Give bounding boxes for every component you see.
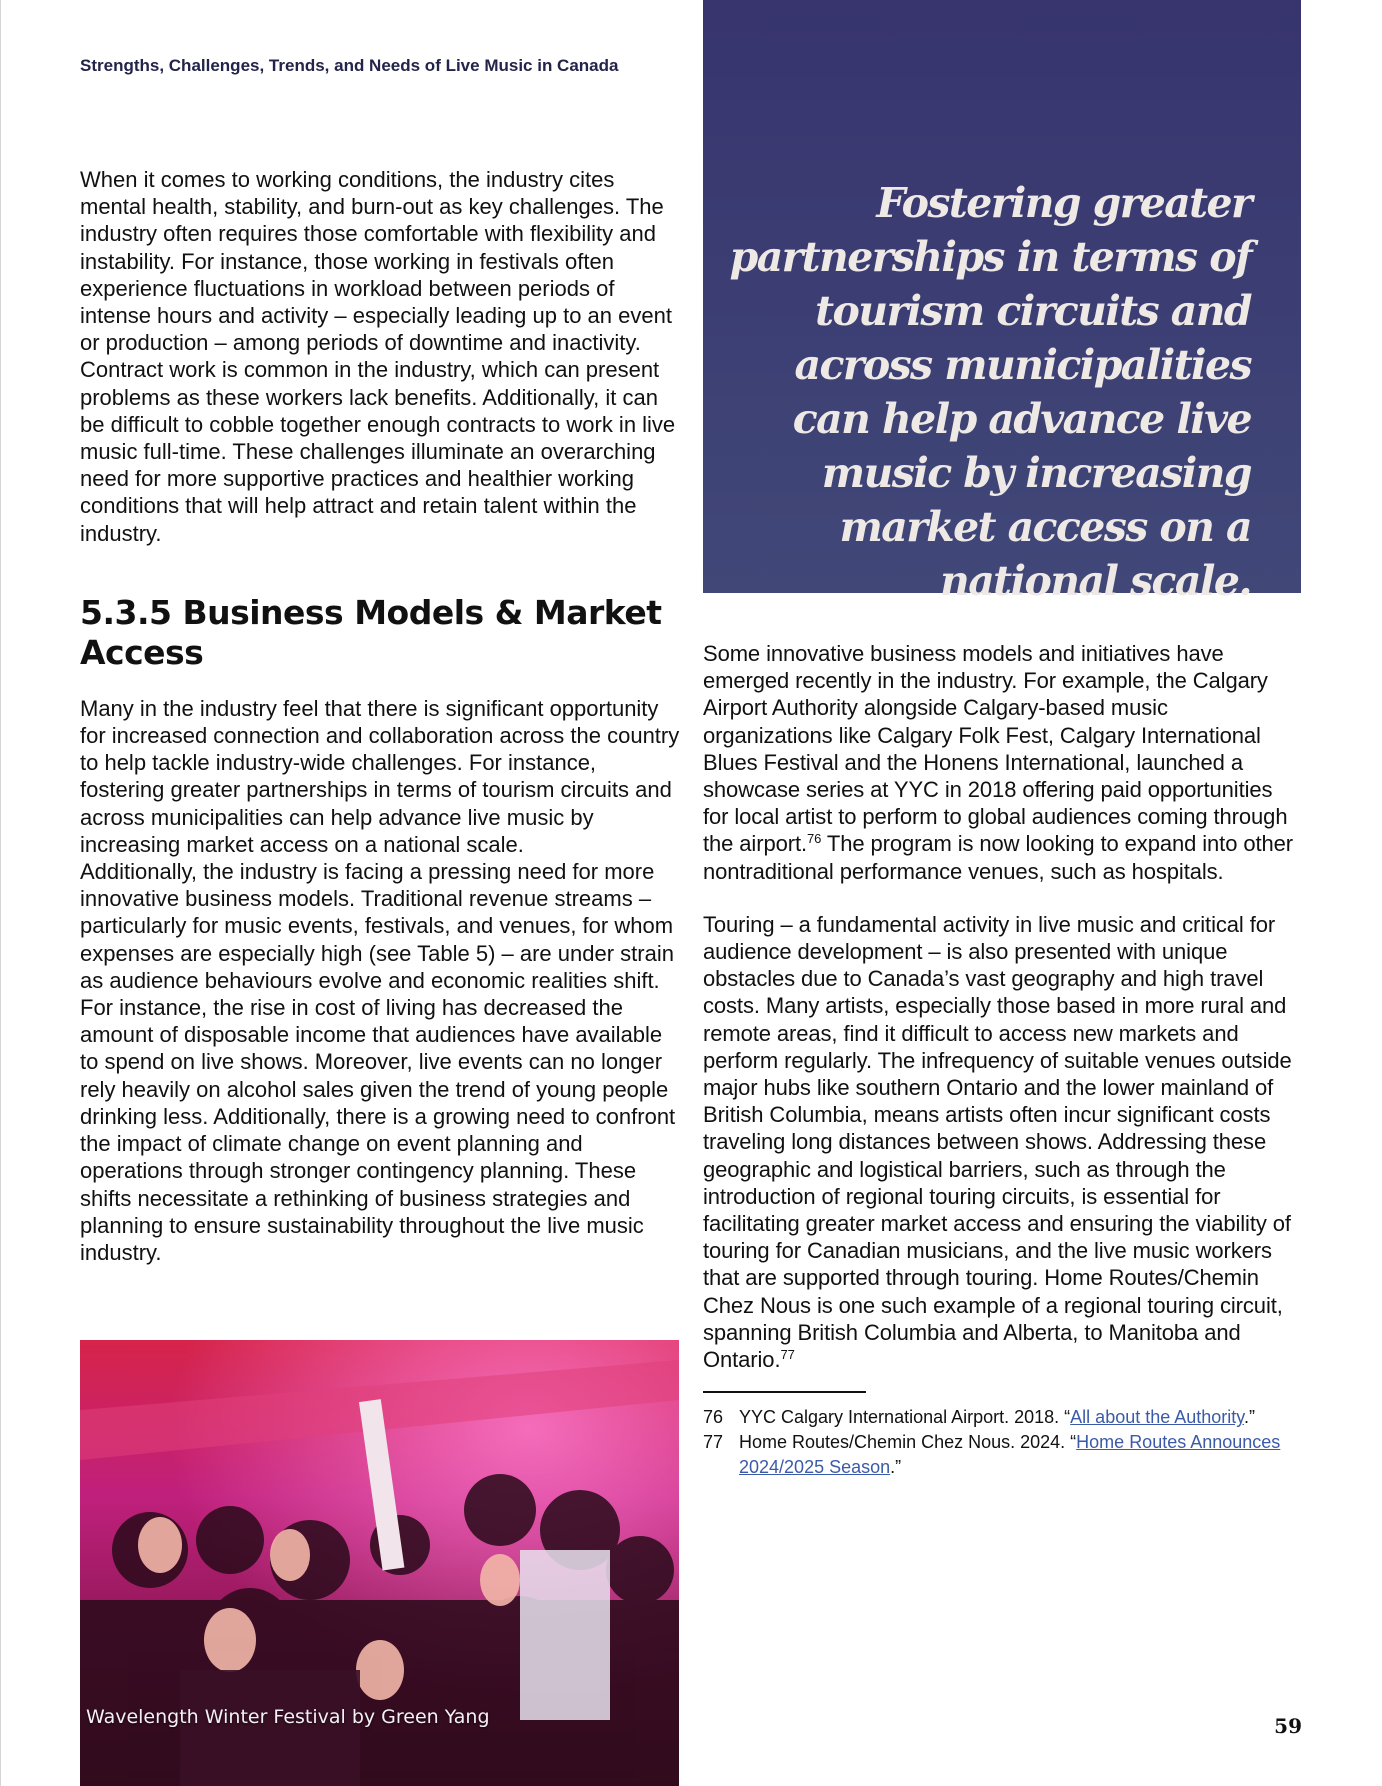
footnote-divider — [703, 1391, 866, 1393]
right-column — [703, 640, 1303, 1480]
footnote-prefix: YYC Calgary International Airport. 2018. “ — [739, 1407, 1071, 1428]
footnote-suffix: .” — [890, 1457, 902, 1478]
page-edge — [0, 0, 1, 1786]
market-access-paragraph-2: Additionally, the industry is facing a pressing need for more innovative business models. Traditional revenue streams – particularly for music events, festivals, and venues, for whom expenses are especially high (see Table 5) – are under strain as audience behaviours evolve and economic realities shift. For instance, the rise in cost of living has decreased the amount of disposable income that audiences have available to spend on live shows. Moreover, live events can no longer rely heavily on alcohol sales given the trend of young people drinking less. Additionally, there is a growing need to confront the impact of climate change on event planning and operations through stronger contingency planning. These shifts necessitate a rethinking of business strategies and planning to ensure sustainability throughout the live music industry. — [80, 859, 676, 1265]
photo-caption: Wavelength Winter Festival by Green Yang — [86, 1706, 490, 1728]
intro-paragraph: When it comes to working conditions, the industry cites mental health, stability, and burn-out as key challenges. The industry often requires those comfortable with flexibility and instability. For instance, those working in festivals often experience fluctuations in workload between periods of intense hours and activity – especially leading up to an event or production – among periods of downtime and inactivity. Contract work is common in the industry, which can present problems as these workers lack benefits. Additionally, it can be difficult to cobble together enough contracts to work in live music full-time. These challenges illuminate an overarching need for more supportive practices and healthier working conditions that will help attract and retain talent within the industry. — [80, 167, 676, 546]
left-column — [80, 166, 680, 1266]
footnote-ref-76[interactable]: 76 — [806, 831, 822, 847]
footnote-suffix: .” — [1243, 1407, 1255, 1428]
footnote-76 — [703, 1405, 1303, 1430]
touring-paragraph-text: Touring – a fundamental activity in live music and critical for audience development – is also presented with unique obstacles due to Canada’s vast geography and high travel costs. Many artists, especially those based in more rural and remote areas, find it difficult to access new markets and perform regularly. The infrequency of suitable venues outside major hubs like southern Ontario and the lower mainland of British Columbia, means artists often incur significant costs traveling long distances between shows. Addressing these geographic and logistical barriers, such as through the introduction of regional touring circuits, is essential for facilitating greater market access and ensuring the viability of touring for Canadian musicians, and the live music workers that are supported through touring. Home Routes/Chemin Chez Nous is one such example of a regional touring circuit, spanning British Columbia and Alberta, to Manitoba and Ontario. — [703, 911, 1292, 1373]
pullquote-text: Fostering greater partnerships in terms of tourism circuits and across municipalities can help advance live music by increasing market access on a national scale. — [729, 179, 1251, 605]
footnote-body — [739, 1430, 1303, 1480]
footnote-link-home-routes[interactable]: Home Routes Announces 2024/2025 Season — [739, 1432, 1281, 1478]
footnote-link-authority[interactable]: All about the Authority — [1070, 1407, 1244, 1428]
footnote-number: 76 — [703, 1407, 724, 1428]
pullquote-box — [703, 0, 1301, 605]
footnote-prefix: Home Routes/Chemin Chez Nous. 2024. “ — [739, 1432, 1077, 1453]
page-number: 59 — [1274, 1714, 1302, 1738]
footnote-77 — [703, 1430, 1303, 1480]
innovation-paragraph-tail: The program is now looking to expand into other nontraditional performance venues, such as hospitals. — [703, 831, 1293, 884]
market-access-paragraph-1: Many in the industry feel that there is significant opportunity for increased connection and collaboration across the country to help tackle industry-wide challenges. For instance, fostering greater partnerships in terms of tourism circuits and across municipalities can help advance live music by increasing market access on a national scale. — [80, 695, 680, 857]
innovation-paragraph — [703, 640, 1303, 885]
footnote-number: 77 — [703, 1432, 724, 1453]
footnote-ref-77[interactable]: 77 — [780, 1347, 795, 1363]
innovation-paragraph-text: Some innovative business models and initiatives have emerged recently in the industry. For example, the Calgary Airport Authority alongside Calgary-based music organizations like Calgary Folk Fest, Calgary International Blues Festival and the Honens International, launched a showcase series at YYC in 2018 offering paid opportunities for local artist to perform to global audiences coming through the airport. — [703, 641, 1288, 857]
section-heading: 5.3.5 Business Models & Market Access — [80, 592, 662, 672]
footnote-body — [739, 1405, 1255, 1430]
running-header: Strengths, Challenges, Trends, and Needs of Live Music in Canada — [80, 56, 619, 75]
festival-photo — [80, 1340, 679, 1786]
touring-paragraph — [703, 911, 1303, 1373]
